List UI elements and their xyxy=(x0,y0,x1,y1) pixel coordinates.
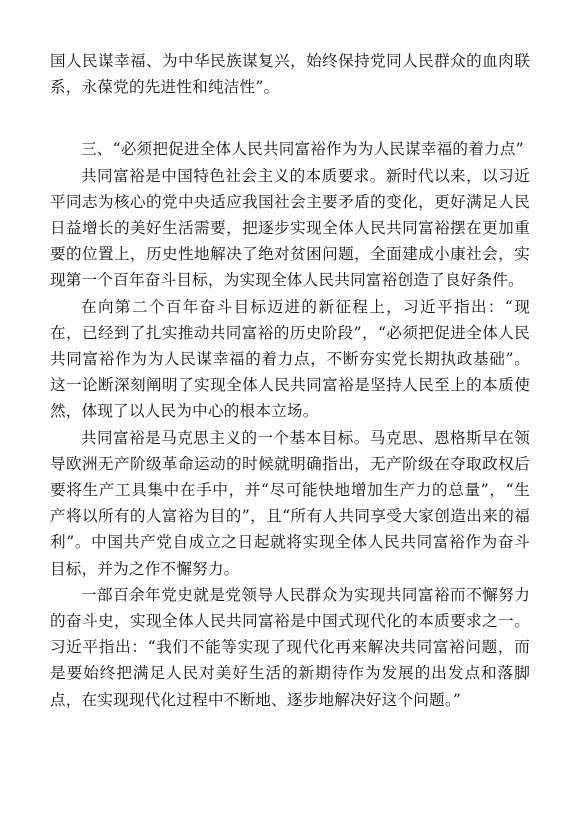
paragraph-2: 在向第二个百年奋斗目标迈进的新征程上，习近平指出：“现在，已经到了扎实推动共同富裕的历史阶段”，“必须把促进全体人民共同富裕作为为人民谋幸福的着力点，不断夯实党长期执政基础”。这一论断深刻阐明了实现全体人民共同富裕是坚持人民至上的本质使然，体现了以人民为中心的根本立场。 xyxy=(50,297,530,421)
document-page xyxy=(50,48,530,713)
paragraph-continuation: 国人民谋幸福、为中华民族谋复兴，始终保持党同人民群众的血肉联系，永葆党的先进性和纯洁性”。 xyxy=(50,52,530,97)
paragraph-4: 一部百余年党史就是党领导人民群众为实现共同富裕而不懈努力的奋斗史，实现全体人民共同富裕是中国式现代化的本质要求之一。习近平指出：“我们不能等实现了现代化再来解决共同富裕问题，而是要始终把满足人民对美好生活的新期待作为发展的出发点和落脚点，在实现现代化过程中不断地、逐步地解决好这个问题。” xyxy=(50,585,530,709)
section-gap xyxy=(50,100,530,136)
paragraph-1: 共同富裕是中国特色社会主义的本质要求。新时代以来，以习近平同志为核心的党中央适应我国社会主要矛盾的变化，更好满足人民日益增长的美好生活需要，把逐步实现全体人民共同富裕摆在更加重要的位置上，历史性地解决了绝对贫困问题，全面建成小康社会，实现第一个百年奋斗目标，为实现全体人民共同富裕创造了良好条件。 xyxy=(50,166,530,290)
section-heading: 三、“必须把促进全体人民共同富裕作为为人民谋幸福的着力点” xyxy=(81,140,524,159)
paragraph-3: 共同富裕是马克思主义的一个基本目标。马克思、恩格斯早在领导欧洲无产阶级革命运动的时候就明确指出，无产阶级在夺取政权后要将生产工具集中在手中，并“尽可能快地增加生产力的总量”，“生产将以所有的人富裕为目的”，且“所有人共同享受大家创造出来的福利”。中国共产党自成立之日起就将实现全体人民共同富裕作为奋斗目标，并为之作不懈努力。 xyxy=(50,428,530,578)
